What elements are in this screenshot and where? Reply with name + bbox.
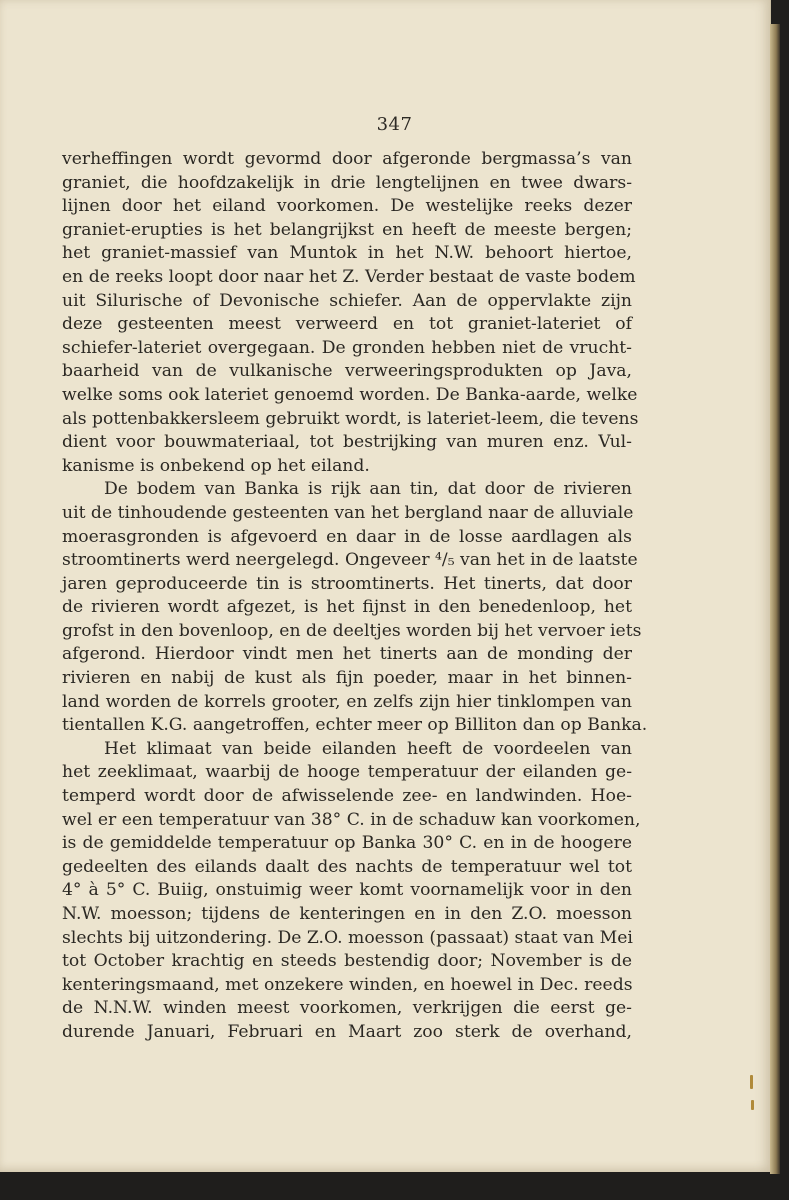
text-line: Het klimaat van beide eilanden heeft de voordeelen van [104, 738, 632, 759]
margin-mark [751, 1100, 754, 1110]
text-line: lijnen door het eiland voorkomen. De westelijke reeks dezer [62, 196, 632, 217]
text-line: baarheid van de vulkanische verweeringsprodukten op Java, [62, 361, 632, 382]
text-line: De bodem van Banka is rijk aan tin, dat door de rivieren [104, 479, 632, 500]
body-text [62, 148, 648, 1045]
text-line: de rivieren wordt afgezet, is het fijnst in den benedenloop, het [62, 597, 632, 618]
text-line: graniet, die hoofdzakelijk in drie lengtelijnen en twee dwars- [62, 172, 632, 193]
text-line: en de reeks loopt door naar het Z. Verder bestaat de vaste bodem [62, 266, 636, 287]
text-line: kanisme is onbekend op het eiland. [62, 455, 370, 476]
page-number: 347 [376, 114, 413, 135]
text-line: land worden de korrels grooter, en zelfs zijn hier tinklompen van [62, 691, 632, 712]
text-line: grofst in den bovenloop, en de deeltjes worden bij het vervoer iets [62, 620, 642, 641]
text-line: moerasgronden is afgevoerd en daar in de losse aardlagen als [62, 526, 632, 547]
text-line: wel er een temperatuur van 38° C. in de schaduw kan voorkomen, [62, 809, 641, 830]
text-line: durende Januari, Februari en Maart zoo sterk de overhand, [62, 1021, 632, 1042]
text-line: graniet-erupties is het belangrijkst en heeft de meeste bergen; [62, 219, 632, 240]
text-line: afgerond. Hierdoor vindt men het tinerts aan de monding der [62, 644, 632, 665]
text-line: temperd wordt door de afwisselende zee- en landwinden. Hoe- [62, 786, 632, 807]
text-line: slechts bij uitzondering. De Z.O. moesson (passaat) staat van Mei [62, 927, 633, 948]
text-line: als pottenbakkersleem gebruikt wordt, is lateriet-leem, die tevens [62, 408, 639, 429]
margin-mark [750, 1075, 753, 1089]
text-line: dient voor bouwmateriaal, tot bestrijking van muren enz. Vul- [62, 432, 632, 453]
text-line: 4° à 5° C. Buiig, onstuimig weer komt voornamelijk voor in den [62, 880, 632, 901]
text-line: is de gemiddelde temperatuur op Banka 30° C. en in de hoogere [62, 833, 632, 854]
text-line: gedeelten des eilands daalt des nachts de temperatuur wel tot [62, 856, 632, 877]
page-edge [770, 24, 780, 1174]
text-line: de N.N.W. winden meest voorkomen, verkrijgen die eerst ge- [62, 998, 632, 1019]
text-line: welke soms ook lateriet genoemd worden. De Banka-aarde, welke [62, 384, 638, 405]
text-line: jaren geproduceerde tin is stroomtinerts. Het tinerts, dat door [62, 573, 632, 594]
text-line: rivieren en nabij de kust als fijn poeder, maar in het binnen- [62, 668, 632, 689]
text-line: het zeeklimaat, waarbij de hooge temperatuur der eilanden ge- [62, 762, 632, 783]
text-line: N.W. moesson; tijdens de kenteringen en in den Z.O. moesson [62, 904, 632, 924]
text-line: het graniet-massief van Muntok in het N.W. behoort hiertoe, [62, 243, 632, 264]
text-line: stroomtinerts werd neergelegd. Ongeveer ⁴/₅ van het in de laatste [62, 550, 638, 571]
text-line: schiefer-lateriet overgegaan. De gronden hebben niet de vrucht- [62, 337, 632, 358]
text-line: kenteringsmaand, met onzekere winden, en hoewel in Dec. reeds [62, 974, 633, 995]
text-line: tot October krachtig en steeds bestendig door; November is de [62, 951, 632, 972]
text-line: verheffingen wordt gevormd door afgeronde bergmassa’s van [62, 149, 632, 169]
text-line: deze gesteenten meest verweerd en tot graniet-lateriet of [62, 314, 632, 335]
text-line: tientallen K.G. aangetroffen, echter meer op Billiton dan op Banka. [62, 715, 648, 736]
text-line: uit Silurische of Devonische schiefer. Aan de oppervlakte zijn [62, 290, 632, 311]
text-line: uit de tinhoudende gesteenten van het bergland naar de alluviale [62, 502, 634, 523]
